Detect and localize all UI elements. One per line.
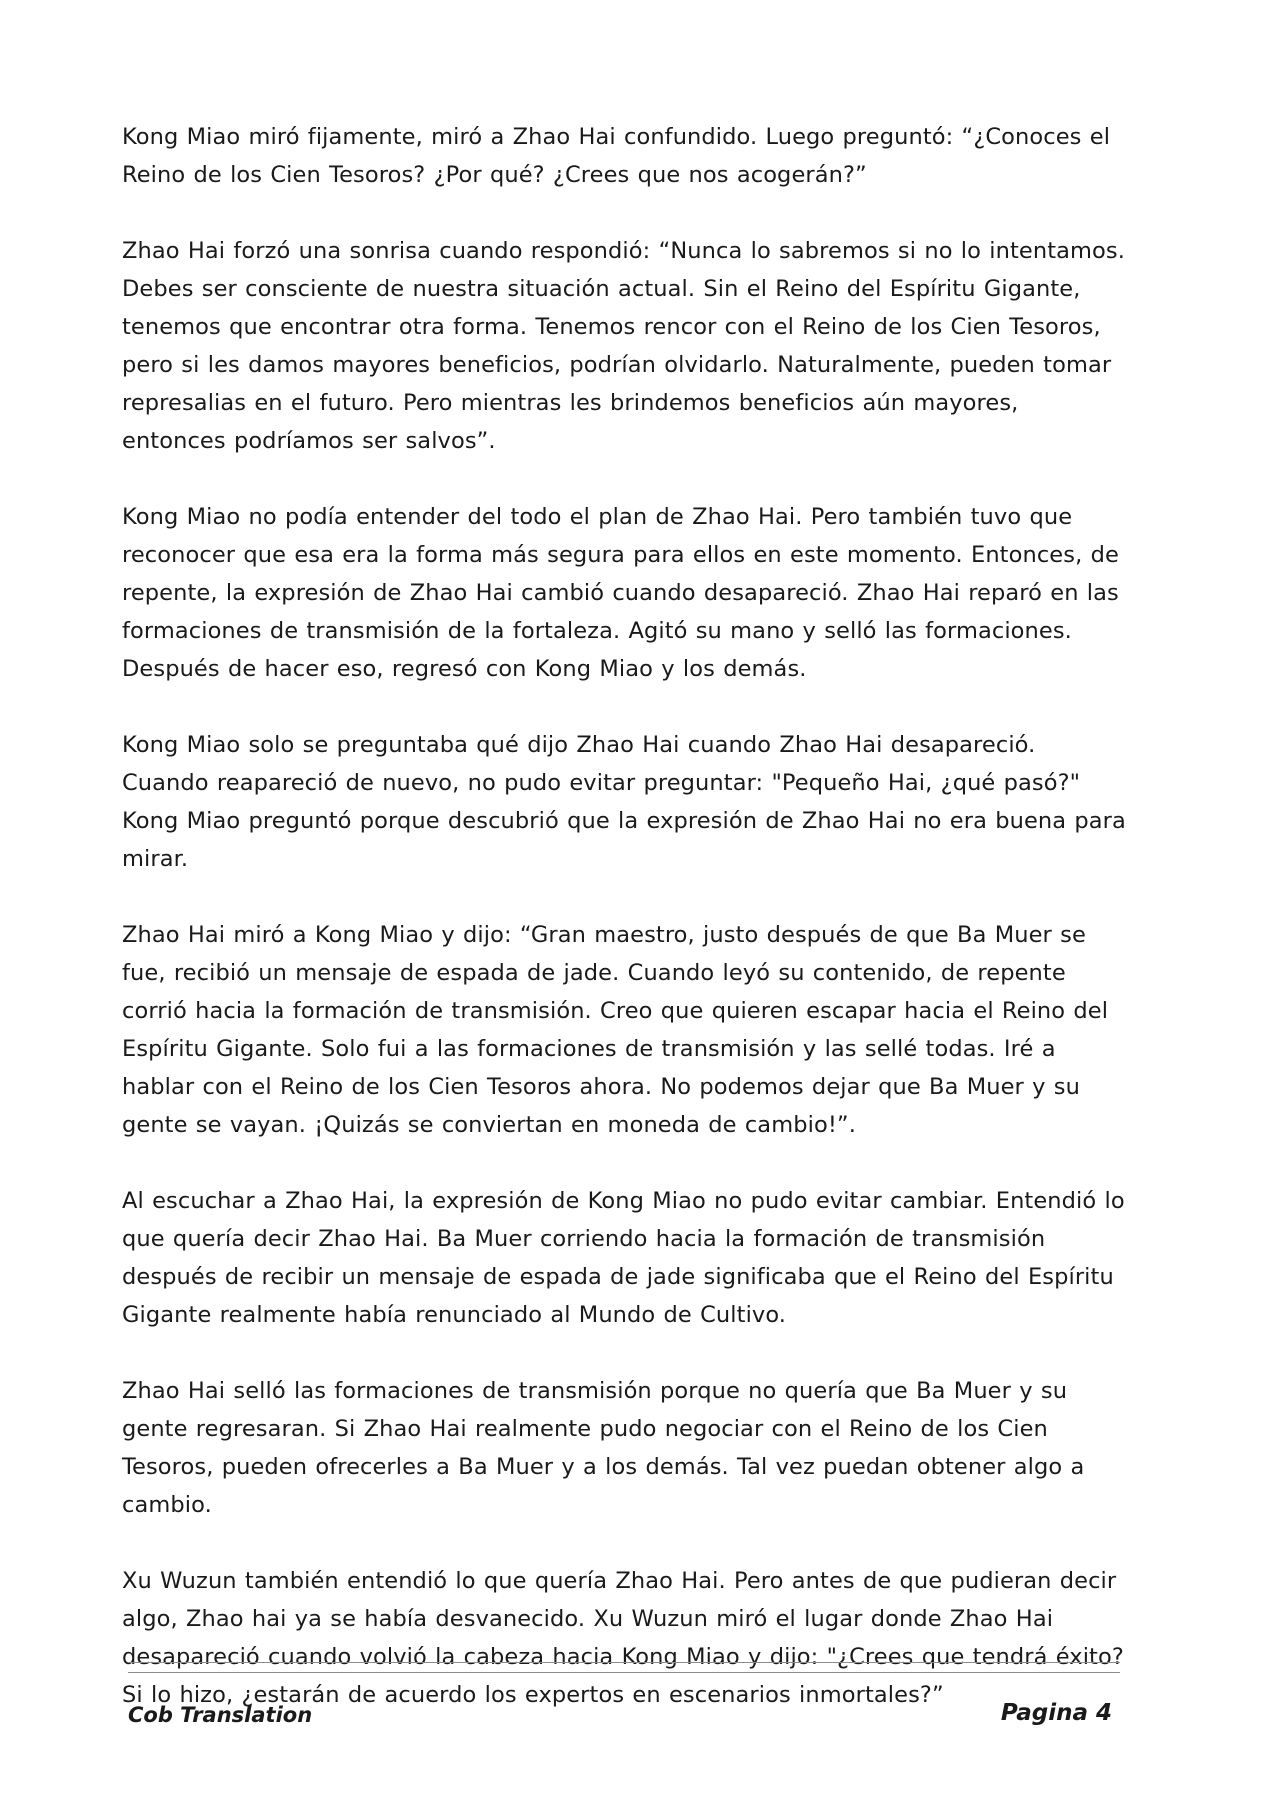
footer-page-number: Pagina 4 bbox=[1000, 1700, 1112, 1726]
paragraph: Kong Miao miró fijamente, miró a Zhao Hai confundido. Luego preguntó: “¿Conoces el Reino de los Cien Tesoros? ¿Por qué? ¿Crees que nos acogerán?” bbox=[122, 124, 1111, 188]
paragraph: Zhao Hai miró a Kong Miao y dijo: “Gran maestro, justo después de que Ba Muer se fue, recibió un mensaje de espada de jade. Cuando leyó su contenido, de repente corrió hacia la formación de transmisión. Creo que quieren escapar hacia el Reino del Espíritu Gigante. Solo fui a las formaciones de transmisión y las sellé todas. Iré a hablar con el Reino de los Cien Tesoros ahora. No podemos dejar que Ba Muer y su gente se vayan. ¡Quizás se conviertan en moneda de cambio!”. bbox=[122, 922, 1109, 1138]
paragraph: Kong Miao solo se preguntaba qué dijo Zhao Hai cuando Zhao Hai desapareció. Cuando reapareció de nuevo, no pudo evitar preguntar: "Pequeño Hai, ¿qué pasó?" Kong Miao preguntó porque descubrió que la expresión de Zhao Hai no era buena para mirar. bbox=[122, 732, 1126, 872]
paragraph: Zhao Hai forzó una sonrisa cuando respondió: “Nunca lo sabremos si no lo intentamos. Debes ser consciente de nuestra situación actual. Sin el Reino del Espíritu Gigante, tenemos que encontrar otra forma. Tenemos rencor con el Reino de los Cien Tesoros, pero si les damos mayores beneficios, podrían olvidarlo. Naturalmente, pueden tomar represalias en el futuro. Pero mientras les brindemos beneficios aún mayores, entonces podríamos ser salvos”. bbox=[122, 238, 1125, 454]
footer-divider-top bbox=[128, 1662, 1120, 1663]
paragraph: Zhao Hai selló las formaciones de transmisión porque no quería que Ba Muer y su gente regresaran. Si Zhao Hai realmente pudo negociar con el Reino de los Cien Tesoros, pueden ofrecerles a Ba Muer y a los demás. Tal vez puedan obtener algo a cambio. bbox=[122, 1378, 1085, 1518]
body-text bbox=[122, 118, 1127, 1752]
paragraph: Kong Miao no podía entender del todo el plan de Zhao Hai. Pero también tuvo que reconocer que esa era la forma más segura para ellos en este momento. Entonces, de repente, la expresión de Zhao Hai cambió cuando desapareció. Zhao Hai reparó en las formaciones de transmisión de la fortaleza. Agitó su mano y selló las formaciones. Después de hacer eso, regresó con Kong Miao y los demás. bbox=[122, 504, 1119, 682]
footer-divider-bottom bbox=[128, 1672, 1120, 1673]
footer-publisher: Cob Translation bbox=[128, 1703, 313, 1727]
paragraph: Al escuchar a Zhao Hai, la expresión de Kong Miao no pudo evitar cambiar. Entendió lo que quería decir Zhao Hai. Ba Muer corriendo hacia la formación de transmisión después de recibir un mensaje de espada de jade significaba que el Reino del Espíritu Gigante realmente había renunciado al Mundo de Cultivo. bbox=[122, 1188, 1125, 1328]
paragraph: Xu Wuzun también entendió lo que quería Zhao Hai. Pero antes de que pudieran decir algo, Zhao hai ya se había desvanecido. Xu Wuzun miró el lugar donde Zhao Hai desapareció cuando volvió la cabeza hacia Kong Miao y dijo: "¿Crees que tendrá éxito? Si lo hizo, ¿estarán de acuerdo los expertos en escenarios inmortales?” bbox=[122, 1568, 1124, 1708]
